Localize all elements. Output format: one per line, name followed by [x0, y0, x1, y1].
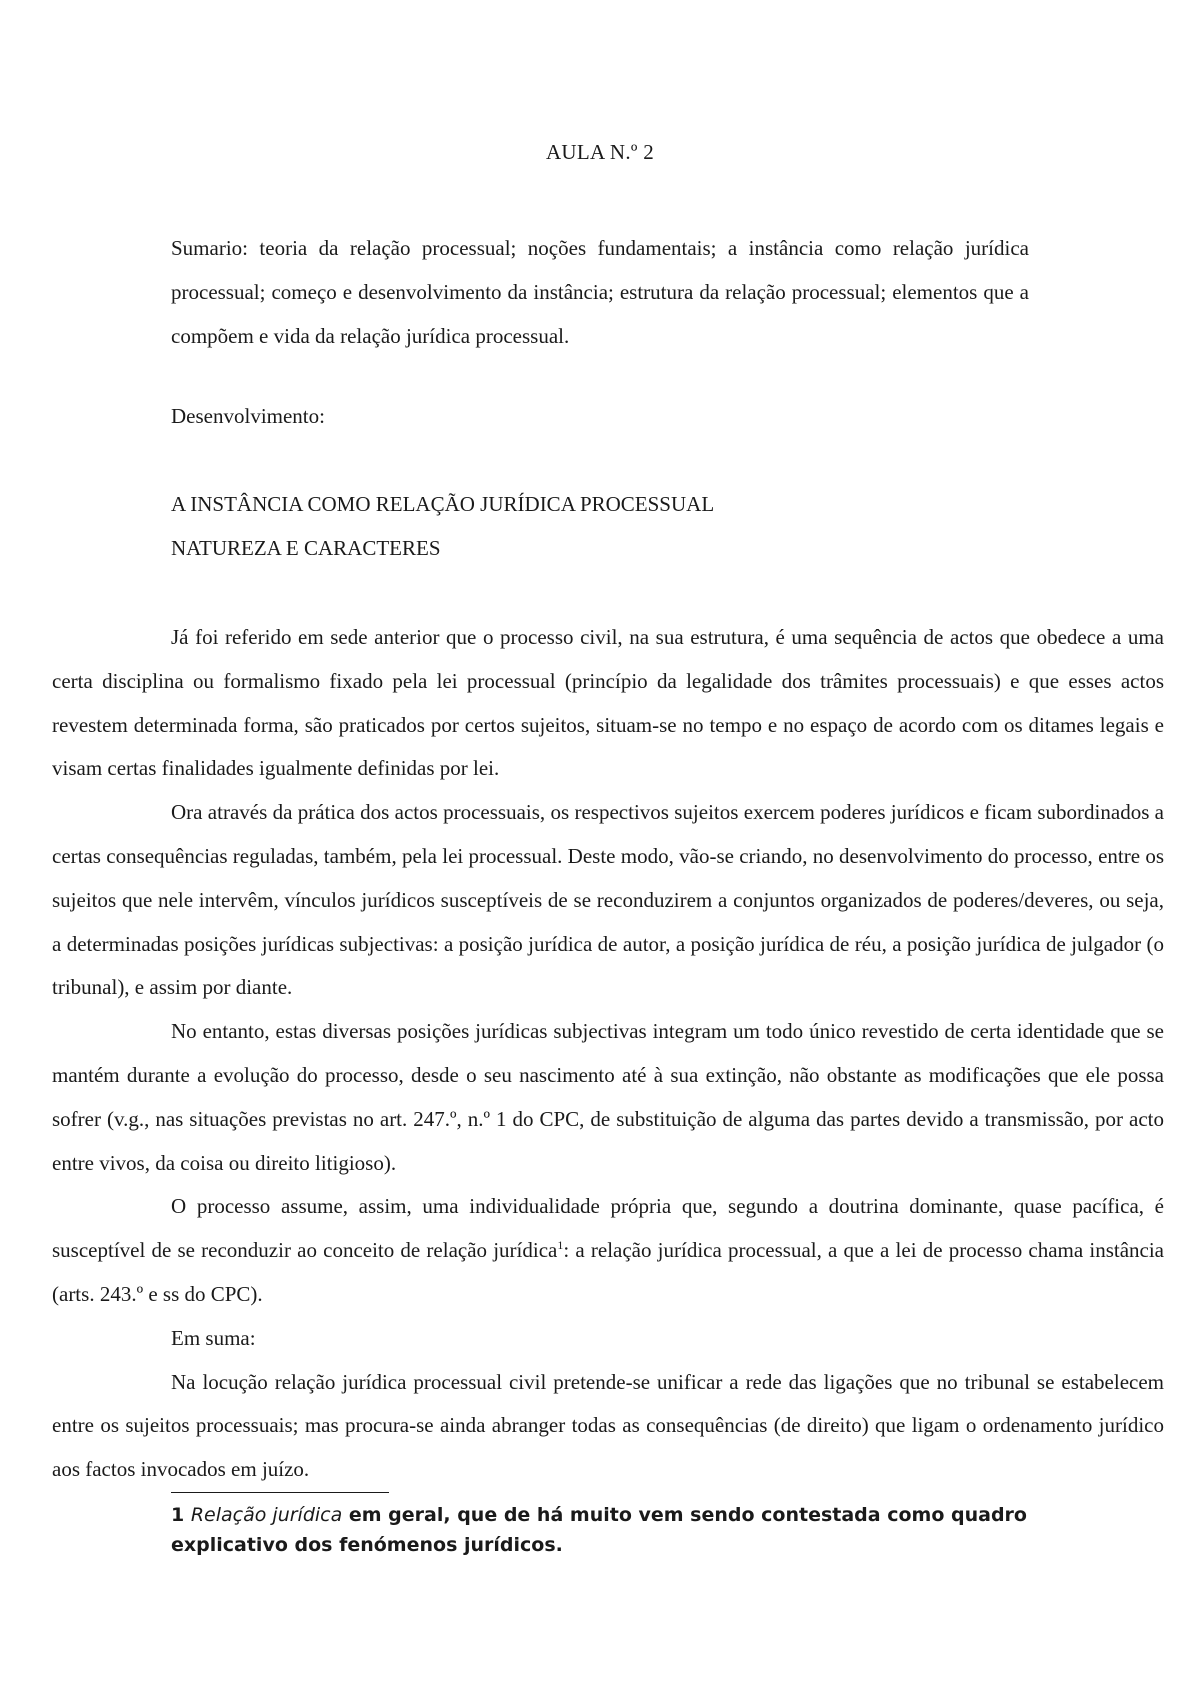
development-label: Desenvolvimento:: [171, 404, 325, 428]
paragraph-4-text-continued: : a relação jurídica processual, a que a lei de processo chama instância (arts. 243.º e ss do CPC).: [52, 1238, 1164, 1306]
body-paragraph-6: Na locução relação jurídica processual civil pretende-se unificar a rede das ligações que no tribunal se estabelecem entre os sujeitos processuais; mas procura-se ainda abranger todas as consequências (de direito) que ligam o ordenamento jurídico aos factos invocados em juízo.: [52, 1369, 1164, 1482]
body-text: [52, 616, 1164, 1492]
body-paragraph-2: Ora através da prática dos actos processuais, os respectivos sujeitos exercem poderes jurídicos e ficam subordinados a certas consequências reguladas, também, pela lei processual. Deste modo, vão-se criando, no desenvolvimento do processo, entre os sujeitos que nele intervêm, vínculos jurídicos susceptíveis de se reconduzirem a conjuntos organizados de poderes/deveres, ou seja, a determinadas posições jurídicas subjectivas: a posição jurídica de autor, a posição jurídica de réu, a posição jurídica de julgador (o tribunal), e assim por diante.: [52, 800, 1164, 1000]
summary-paragraph: Sumario: teoria da relação processual; noções fundamentais; a instância como relação jurídica processual; começo e desenvolvimento da instância; estrutura da relação processual; elementos que a compõem e vida da relação jurídica processual.: [171, 236, 1029, 348]
body-paragraph-4: [52, 1185, 1164, 1316]
footnote-italic-term: Relação jurídica: [190, 1504, 343, 1526]
paragraph-4-text: O processo assume, assim, uma individualidade própria que, segundo a doutrina dominante, quase pacífica, é susceptível de se reconduzir ao conceito de relação jurídica: [52, 1194, 1164, 1263]
footnote-reference[interactable]: 1: [557, 1238, 564, 1253]
section-heading: A INSTÂNCIA COMO RELAÇÃO JURÍDICA PROCESSUAL: [171, 492, 715, 516]
footnote: [171, 1500, 1071, 1560]
body-paragraph-5: Em suma:: [171, 1325, 256, 1350]
footnote-text: em geral, que de há muito vem sendo contestada como quadro explicativo dos fenómenos jurídicos.: [171, 1504, 1027, 1556]
page-title: AULA N.º 2: [545, 140, 655, 164]
footnote-number: 1: [171, 1504, 185, 1526]
body-paragraph-1: Já foi referido em sede anterior que o processo civil, na sua estrutura, é uma sequência de actos que obedece a uma certa disciplina ou formalismo fixado pela lei processual (princípio da legalidade dos trâmites processuais) e que esses actos revestem determinada forma, são praticados por certos sujeitos, situam-se no tempo e no espaço de acordo com os ditames legais e visam certas finalidades igualmente definidas por lei.: [52, 625, 1164, 781]
body-paragraph-3: No entanto, estas diversas posições jurídicas subjectivas integram um todo único revestido de certa identidade que se mantém durante a evolução do processo, desde o seu nascimento até à sua extinção, não obstante as modificações que ele possa sofrer (v.g., nas situações previstas no art. 247.º, n.º 1 do CPC, de substituição de alguma das partes devido a transmissão, por acto entre vivos, da coisa ou direito litigioso).: [52, 1019, 1164, 1175]
footnote-separator: [171, 1492, 389, 1493]
section-subheading: NATUREZA E CARACTERES: [171, 536, 441, 560]
